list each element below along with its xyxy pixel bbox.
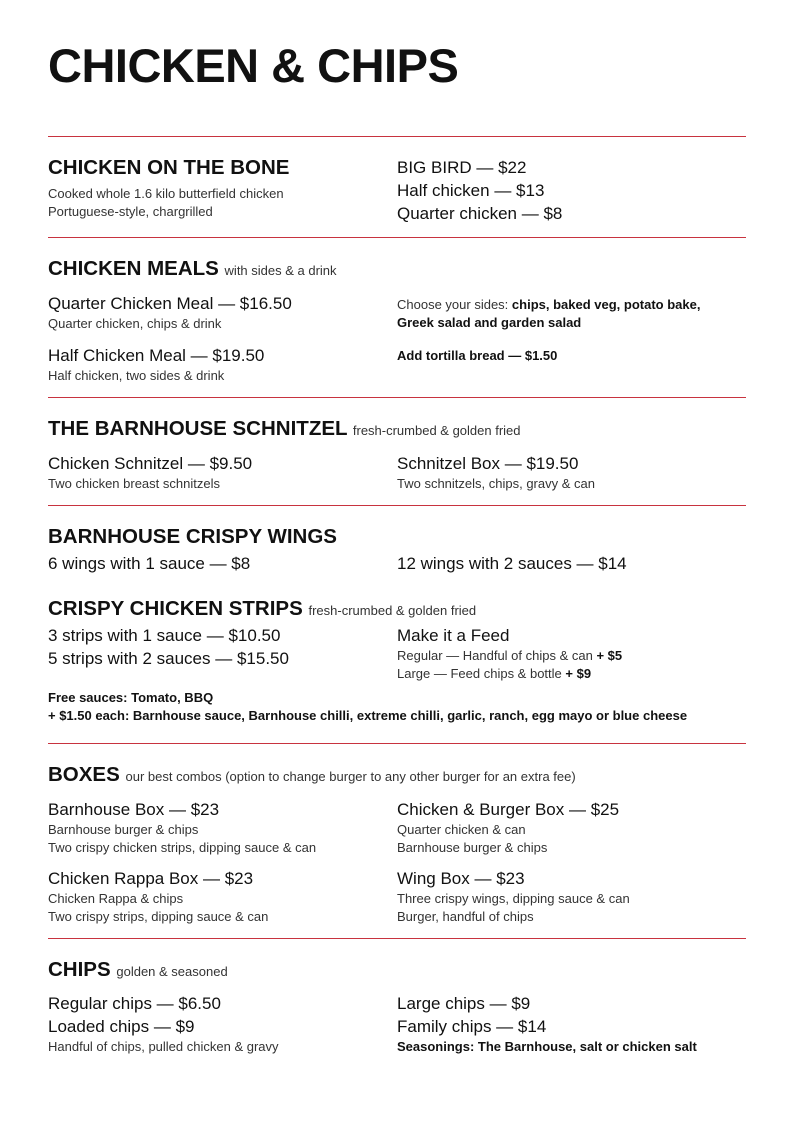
chips-items (397, 992, 746, 1056)
strips-items (48, 624, 388, 670)
item-description: Handful of chips, pulled chicken & gravy (48, 1039, 279, 1054)
item-name: Loaded chips — $9 (48, 1017, 195, 1036)
item-description: Burger, handful of chips (397, 908, 534, 924)
wings-item (48, 552, 388, 575)
item-description: Two crispy strips, dipping sauce & can (48, 908, 269, 924)
sides-options: chips, baked veg, potato bake, (511, 297, 701, 312)
schnitzel-item (397, 452, 746, 493)
item-description: Chicken Rappa & chips (48, 891, 184, 906)
feed-option (397, 665, 746, 683)
sides-prefix: Choose your sides: (397, 297, 512, 312)
extra-sauces: + $1.50 each: Barnhouse sauce, Barnhouse chilli, extreme chilli, garlic, ranch, egg mayo or blue cheese (48, 707, 688, 723)
item-name: 12 wings with 2 sauces — $14 (397, 554, 627, 573)
item-description: Two chicken breast schnitzels (48, 476, 220, 491)
item-description: Portuguese-style, chargrilled (48, 203, 213, 219)
item-name: Family chips — $14 (397, 1017, 547, 1036)
item-description: Cooked whole 1.6 kilo butterfield chicken (48, 186, 284, 201)
add-on: Add tortilla bread — $1.50 (397, 348, 558, 363)
section-heading (48, 417, 521, 441)
sides-options: Greek salad and garden salad (397, 314, 582, 330)
seasonings-note: Seasonings: The Barnhouse, salt or chicken salt (397, 1039, 697, 1054)
feed-option-text: Large — Feed chips & bottle (397, 665, 562, 681)
item-description: Half chicken, two sides & drink (48, 368, 225, 383)
item-name: 6 wings with 1 sauce — $8 (48, 554, 251, 573)
section-heading: BARNHOUSE CRISPY WINGS (48, 525, 337, 548)
section-divider (48, 136, 746, 137)
heading-text: CRISPY CHICKEN STRIPS (48, 597, 303, 620)
item-name: 5 strips with 2 sauces — $15.50 (48, 649, 289, 668)
item-description: Barnhouse burger & chips (397, 839, 548, 855)
heading-text: BOXES (48, 763, 120, 786)
meal-item (48, 292, 388, 333)
heading-text: CHICKEN MEALS (48, 257, 219, 280)
item-description: Two crispy chicken strips, dipping sauce & can (48, 839, 317, 855)
heading-subtitle: our best combos (option to change burger to any other burger for an extra fee) (125, 769, 576, 784)
item-name: Make it a Feed (397, 626, 510, 645)
section-heading: CHICKEN ON THE BONE (48, 156, 290, 179)
item-name: Chicken & Burger Box — $25 (397, 800, 620, 819)
section-divider (48, 237, 746, 238)
heading-text: CHIPS (48, 958, 111, 981)
bone-price-list (397, 156, 746, 225)
section-divider (48, 743, 746, 744)
section-heading (48, 597, 477, 621)
menu-item: Quarter chicken — $8 (397, 204, 563, 223)
item-name: Chicken Schnitzel — $9.50 (48, 454, 253, 473)
heading-subtitle: fresh-crumbed & golden fried (308, 603, 477, 618)
menu-item: BIG BIRD — $22 (397, 158, 527, 177)
item-name: Schnitzel Box — $19.50 (397, 454, 579, 473)
chips-items (48, 992, 388, 1056)
heading-text: THE BARNHOUSE SCHNITZEL (48, 417, 348, 440)
free-sauces: Free sauces: Tomato, BBQ (48, 690, 214, 705)
wings-item (397, 552, 746, 575)
feed-option-text: Regular — Handful of chips & can (397, 648, 593, 663)
item-description: Three crispy wings, dipping sauce & can (397, 891, 630, 906)
section-chips (48, 958, 388, 982)
section-strips (48, 597, 477, 621)
item-name: Regular chips — $6.50 (48, 994, 221, 1013)
make-it-a-feed (397, 624, 746, 682)
box-item (48, 798, 388, 856)
tortilla-note (397, 347, 746, 365)
section-schnitzel (48, 417, 521, 441)
item-description: Two schnitzels, chips, gravy & can (397, 476, 595, 491)
item-name: 3 strips with 1 sauce — $10.50 (48, 626, 281, 645)
feed-option (397, 647, 746, 665)
item-name: Half Chicken Meal — $19.50 (48, 346, 265, 365)
item-name: Chicken Rappa Box — $23 (48, 869, 254, 888)
section-divider (48, 397, 746, 398)
item-description: Barnhouse burger & chips (48, 822, 199, 837)
heading-subtitle: fresh-crumbed & golden fried (352, 423, 521, 438)
item-name: Barnhouse Box — $23 (48, 800, 220, 819)
sauces-note (48, 689, 746, 724)
section-chicken-on-the-bone (48, 156, 388, 220)
heading-subtitle: golden & seasoned (116, 964, 228, 979)
feed-option-price: + $9 (565, 665, 592, 681)
section-divider (48, 938, 746, 939)
section-heading (48, 958, 388, 982)
item-name: Quarter Chicken Meal — $16.50 (48, 294, 292, 313)
feed-option-price: + $5 (596, 648, 623, 663)
section-heading (48, 763, 746, 787)
section-wings (48, 525, 388, 549)
meal-item (48, 344, 388, 385)
menu-item: Half chicken — $13 (397, 181, 545, 200)
sides-note (397, 296, 746, 331)
box-item (397, 798, 746, 856)
schnitzel-item (48, 452, 388, 493)
item-description: Quarter chicken & can (397, 822, 526, 837)
section-heading (48, 257, 388, 281)
heading-subtitle: with sides & a drink (224, 263, 337, 278)
page-title: CHICKEN & CHIPS (48, 39, 459, 92)
section-divider (48, 505, 746, 506)
box-item (397, 867, 746, 925)
box-item (48, 867, 388, 925)
section-boxes (48, 763, 746, 787)
item-description: Quarter chicken, chips & drink (48, 316, 222, 331)
item-name: Wing Box — $23 (397, 869, 525, 888)
section-chicken-meals (48, 257, 388, 281)
item-name: Large chips — $9 (397, 994, 531, 1013)
